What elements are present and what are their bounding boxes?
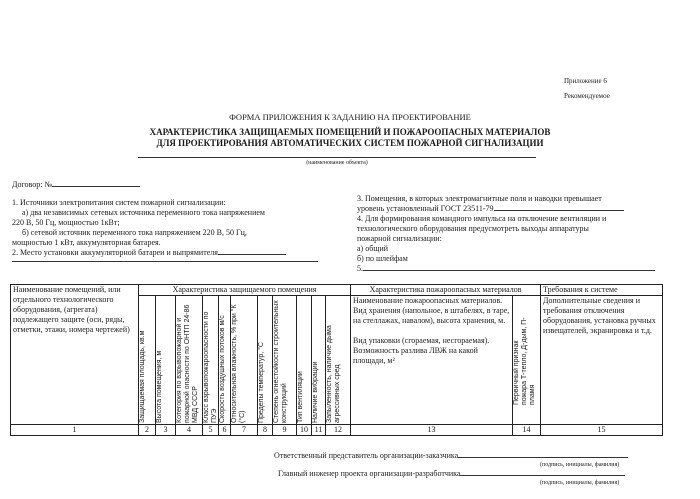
signature-engineer-input[interactable] (460, 475, 625, 476)
col13-header (351, 296, 513, 425)
gost-rooms-input[interactable] (494, 210, 624, 211)
column-number: 11 (312, 425, 326, 436)
item-text: мощностью 1 кВт, аккумуляторная батарея. (12, 238, 161, 247)
appendix-number: Приложение 6 (564, 77, 607, 85)
column-number: 15 (541, 425, 663, 436)
object-caption: (наименование объекта) (306, 160, 368, 166)
column-number: 10 (297, 425, 312, 436)
item-text: уровень установленный ГОСТ 23511-79 (357, 204, 494, 213)
header-vibration: Наличие вибрации (312, 361, 319, 423)
col13-line: Вид хранения (напольное, в штабелях, в таре, на стеллажах, навалом), высота хранения, м. (353, 306, 510, 325)
column-number: 6 (219, 425, 231, 436)
option-common[interactable]: а) общий (357, 244, 389, 253)
left-items (12, 198, 318, 262)
right-items (357, 194, 655, 274)
col13-line: Возможность разлива ЛВЖ на какой площади, м² (353, 346, 478, 365)
column-number: 7 (231, 425, 258, 436)
contract-field (12, 180, 140, 189)
signature-caption: (подпись, инициалы, фамилия) (540, 480, 620, 486)
column-number: 4 (176, 425, 203, 436)
column-number: 9 (273, 425, 297, 436)
column-number: 13 (351, 425, 513, 436)
group-header-row (11, 285, 663, 296)
fill-line[interactable] (12, 261, 318, 262)
header-fire-resistance: Степень огнестойкости строительных конструкций (273, 300, 288, 423)
signature-caption: (подпись, инициалы, фамилия) (540, 462, 620, 468)
col13-line: Наименование пожароопасных материалов. (353, 296, 503, 305)
col13-line: Вид упаковки (сгораемая, несгораемая). (353, 336, 490, 345)
item-text: 1. Источники электропитания систем пожарной сигнализации: (12, 198, 226, 207)
header-height: Высота помещения, м (156, 350, 163, 423)
column-numbers-row (11, 425, 663, 436)
main-title (0, 127, 700, 149)
item-text: 2. Место установки аккумуляторной батареи и выпрямителя (12, 248, 218, 257)
header-class: Класс взрывопожароопасности по ПУЭ (203, 311, 218, 423)
header-temperature: Пределы температур, °С (258, 342, 265, 423)
column-number: 14 (513, 425, 541, 436)
signature-customer (274, 451, 628, 460)
col15-header: Дополнительные сведения и требования отключения оборудования, установка ручных извещателей, экранировка и т.д. (541, 296, 663, 425)
item-text: 4. Для формирования командного импульса на отключение вентиляции и (357, 214, 607, 223)
contract-label: Договор: № (12, 180, 53, 189)
item-text: 220 В, 50 Гц, мощностью 1кВт; (12, 218, 120, 227)
header-humidity: Относительная влажность, % при °К (°С) (231, 304, 246, 423)
column-number: 2 (139, 425, 156, 436)
column-number: 12 (326, 425, 351, 436)
main-title-line: ДЛЯ ПРОЕКТИРОВАНИЯ АВТОМАТИЧЕСКИХ СИСТЕМ ПОЖАРНОЙ СИГНАЛИЗАЦИИ (156, 138, 544, 148)
signature-label: Ответственный представитель организации-заказчика (274, 451, 459, 460)
signature-engineer (278, 469, 625, 478)
appendix-status: Рекомендуемое (564, 92, 610, 100)
header-dust: Запыленность, наличие дыма агрессивных сред (326, 325, 341, 423)
column-number: 3 (156, 425, 176, 436)
option-by-loops[interactable]: б) по шлейфам (357, 254, 408, 263)
group-materials-header: Характеристика пожароопасных материалов (351, 285, 541, 296)
header-area: Защищаемая площадь, кв.м (139, 330, 146, 423)
column-number: 1 (11, 425, 139, 436)
col1-header: Наименование помещений, или отдельного технологического оборудования, (агрегата) подлежащего защите (оси, ряды, отметки, этажи, номера чертежей) (11, 285, 139, 425)
item-text: 5. (357, 264, 363, 273)
object-name-line[interactable] (138, 157, 536, 158)
item-text: пожарной сигнализации: (357, 234, 442, 243)
contract-number-input[interactable] (52, 186, 140, 187)
header-ventilation: Тип вентиляции (297, 371, 304, 423)
battery-location-input[interactable] (218, 254, 286, 255)
item-text: а) два независимых сетевых источника переменного тока напряжением (22, 208, 265, 217)
item5-input[interactable] (363, 270, 655, 271)
signature-customer-input[interactable] (458, 457, 628, 458)
characteristics-table (10, 284, 663, 436)
main-title-line: ХАРАКТЕРИСТИКА ЗАЩИЩАЕМЫХ ПОМЕЩЕНИЙ И ПОЖАРООПАСНЫХ МАТЕРИАЛОВ (149, 127, 551, 137)
column-number: 8 (258, 425, 273, 436)
item-text: 3. Помещения, в которых электромагнитные поля и наводки превышает (357, 194, 602, 203)
form-title: ФОРМА ПРИЛОЖЕНИЯ К ЗАДАНИЮ НА ПРОЕКТИРОВАНИЕ (229, 112, 471, 122)
item-text: б) сетевой источник переменного тока напряжением 220 В, 50 Гц, (22, 228, 247, 237)
item-text: технологического оборудования предусмотреть выходы аппаратуры (357, 224, 589, 233)
signature-label: Главный инженер проекта организации-разработчика (278, 469, 461, 478)
group-room-header: Характеристика защищаемого помещения (139, 285, 351, 296)
header-category: Котегория по взрывопожарной и пожарной опасности по ОНТП 24-86 МВД СССР (176, 304, 199, 423)
column-number: 5 (203, 425, 219, 436)
header-fire-sign: Первичный признак пожара Т-тепло, Д-дым, П-пламя (513, 317, 537, 405)
header-airflow: Скорость воздушных потоков м/с (219, 315, 226, 423)
group-system-header: Требования к системе (541, 285, 663, 296)
